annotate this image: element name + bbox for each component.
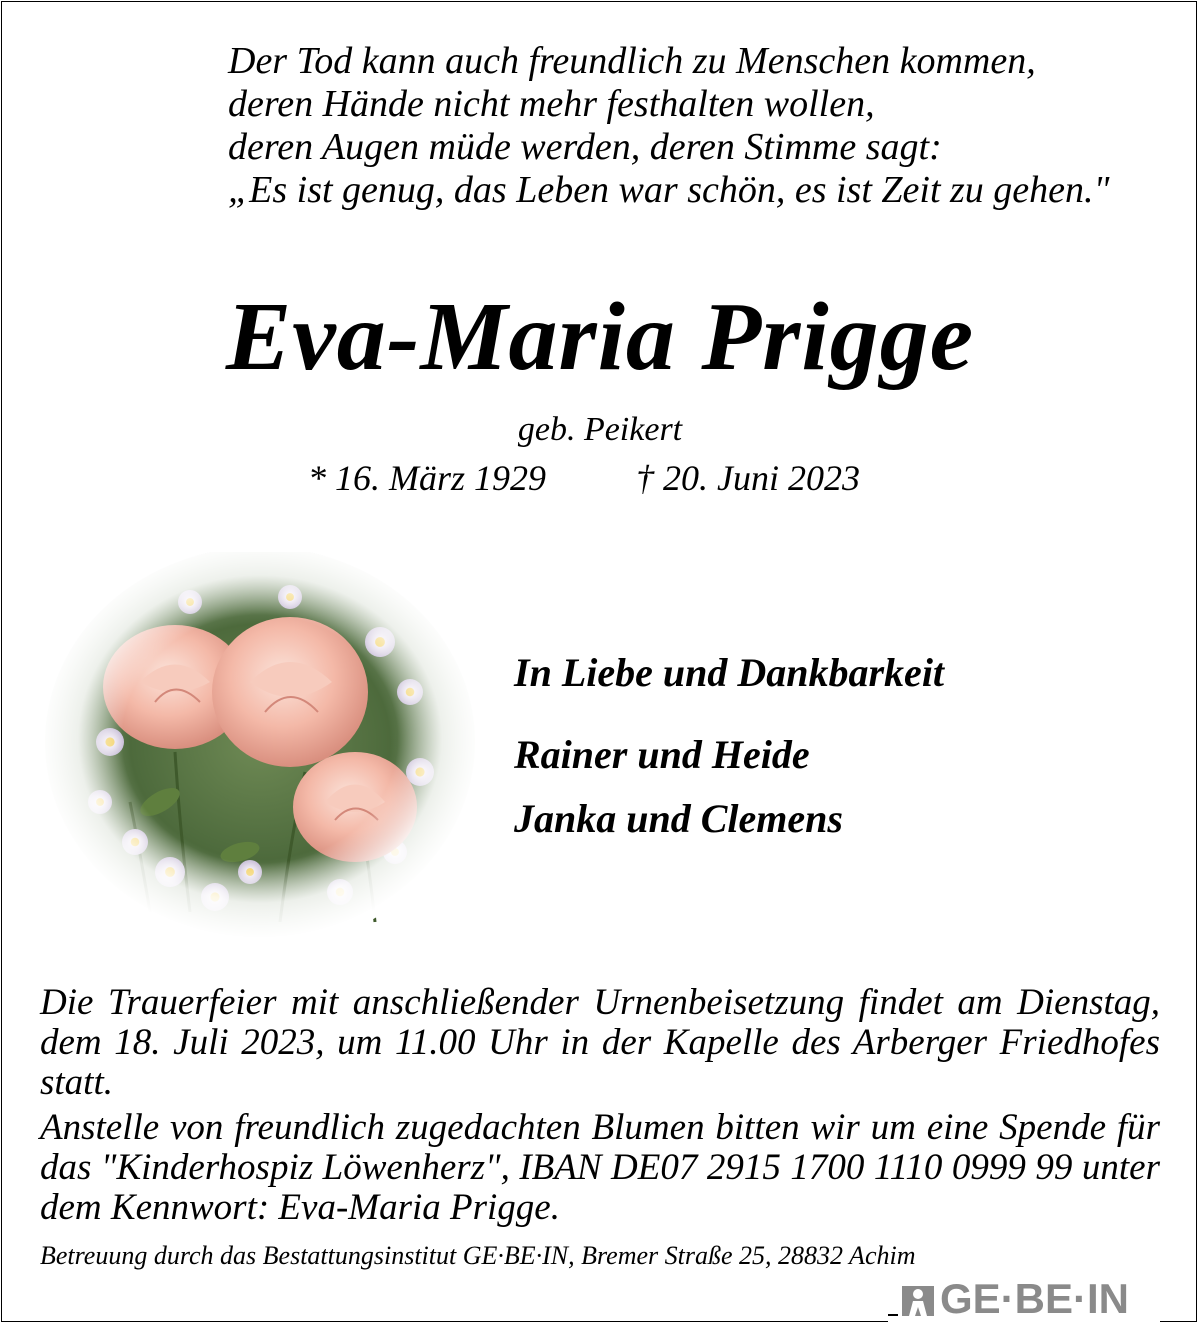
poem-line: „Es ist genug, das Leben war schön, es ist Zeit zu gehen." <box>228 169 1110 211</box>
maiden-name: geb. Peikert <box>517 411 683 448</box>
deceased-name: Eva-Maria Prigge <box>225 283 975 391</box>
mourner-line: Janka und Clemens <box>514 796 843 841</box>
dedication: In Liebe und Dankbarkeit <box>514 650 945 695</box>
logo-rule <box>888 1314 898 1316</box>
poem <box>228 40 1110 212</box>
poem-line: Der Tod kann auch freundlich zu Menschen kommen, <box>228 40 1036 82</box>
person-icon <box>900 1284 936 1318</box>
poem-line: deren Hände nicht mehr festhalten wollen, <box>228 83 875 125</box>
undertaker-note: Betreuung durch das Bestattungsinstitut GE·BE·IN, Bremer Straße 25, 28832 Achim <box>40 1241 916 1270</box>
gebein-logo <box>888 1276 1160 1322</box>
donation-text: Anstelle von freundlich zugedachten Blumen bitten wir um eine Spende für das "Kinderhospiz Löwenherz", IBAN DE07 2915 1700 1110 0999 99 unter dem Kennwort: Eva-Maria Prigge. <box>40 1107 1160 1228</box>
mourner-line: Rainer und Heide <box>514 732 810 777</box>
logo-text: GE·BE·IN <box>940 1275 1129 1322</box>
roses-image <box>40 552 480 942</box>
birth-date: * 16. März 1929 <box>308 458 547 498</box>
poem-line: deren Augen müde werden, deren Stimme sagt: <box>228 126 942 168</box>
death-date: † 20. Juni 2023 <box>636 458 860 498</box>
ceremony-text: Die Trauerfeier mit anschließender Urnenbeisetzung findet am Dienstag, dem 18. Juli 2023, um 11.00 Uhr in der Kapelle des Arberger Friedhofes statt. <box>40 982 1160 1103</box>
